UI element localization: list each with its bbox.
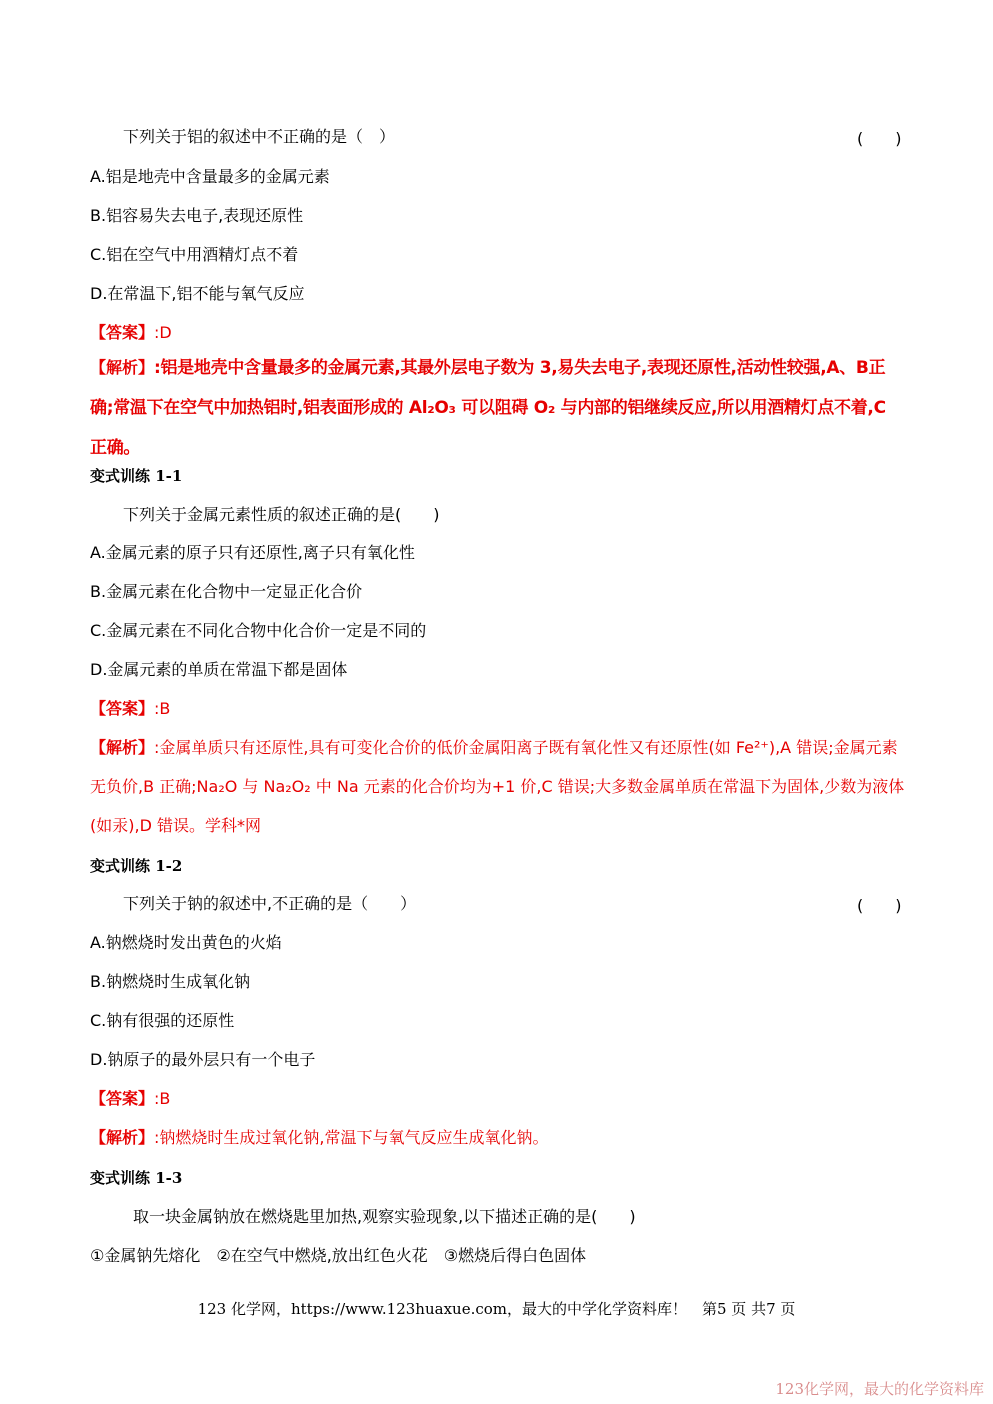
ex1-heading: 变式训练 1-1 <box>90 467 183 485</box>
q1-option-a: A.铝是地壳中含量最多的金属元素 <box>90 167 330 186</box>
ex2-option-a: A.钠燃烧时发出黄色的火焰 <box>90 933 282 952</box>
ex1-option-b: B.金属元素在化合物中一定显正化合价 <box>90 582 363 601</box>
analysis-text: :铝是地壳中含量最多的金属元素,其最外层电子数为 3,易失去电子,表现还原性,活动性较强,A、B正确;常温下在空气中加热铝时,铝表面形成的 Al₂O₃ 可以阻碍 O₂ 与内部的铝继续反应,所以用酒精灯点不着,C 正确。 <box>90 358 886 458</box>
ex2-heading: 变式训练 1-2 <box>90 857 183 875</box>
answer-value: :B <box>154 699 171 718</box>
q1-option-c: C.铝在空气中用酒精灯点不着 <box>90 245 299 264</box>
ex2-answer-paren: ( ) <box>857 896 902 915</box>
site-watermark: 123化学网，最大的化学资料库 <box>775 1380 984 1398</box>
answer-value: :B <box>154 1089 171 1108</box>
ex2-answer <box>90 1088 170 1110</box>
answer-value: :D <box>154 323 172 342</box>
ex2-option-c: C.钠有很强的还原性 <box>90 1011 235 1030</box>
ex1-option-c: C.金属元素在不同化合物中化合价一定是不同的 <box>90 621 427 640</box>
ex2-option-b: B.钠燃烧时生成氧化钠 <box>90 972 251 991</box>
q1-option-d: D.在常温下,铝不能与氧气反应 <box>90 284 305 303</box>
analysis-label: 【解析】 <box>90 1128 155 1147</box>
ex2-analysis <box>90 1127 549 1149</box>
page-footer: 123 化学网，https://www.123huaxue.com，最大的中学化学资料库！ 第5 页 共7 页 <box>197 1300 796 1318</box>
ex1-option-a: A.金属元素的原子只有还原性,离子只有氧化性 <box>90 543 415 562</box>
ex2-option-d: D.钠原子的最外层只有一个电子 <box>90 1050 316 1069</box>
analysis-label: 【解析】 <box>90 738 155 757</box>
ex3-items: ①金属钠先熔化 ②在空气中燃烧,放出红色火花 ③燃烧后得白色固体 <box>90 1246 587 1265</box>
q1-answer <box>90 322 172 344</box>
ex1-analysis <box>90 728 908 845</box>
analysis-text: :钠燃烧时生成过氧化钠,常温下与氧气反应生成氧化钠。 <box>154 1128 549 1147</box>
q1-analysis <box>90 348 908 468</box>
answer-label: 【答案】 <box>90 323 155 342</box>
analysis-text: :金属单质只有还原性,具有可变化合价的低价金属阳离子既有氧化性又有还原性(如 Fe²⁺),A 错误;金属元素无负价,B 正确;Na₂O 与 Na₂O₂ 中 Na 元素的化合价均为+1 价,C 错误;大多数金属单质在常温下为固体,少数为液体(如汞),D 错误。学科*网 <box>90 738 905 835</box>
ex1-stem: 下列关于金属元素性质的叙述正确的是( ) <box>123 505 440 524</box>
answer-label: 【答案】 <box>90 699 155 718</box>
q1-option-b: B.铝容易失去电子,表现还原性 <box>90 206 304 225</box>
ex1-answer <box>90 698 170 720</box>
q1-stem: 下列关于铝的叙述中不正确的是（ ） <box>123 127 396 146</box>
ex3-stem: 取一块金属钠放在燃烧匙里加热,观察实验现象,以下描述正确的是( ) <box>133 1207 636 1226</box>
q1-answer-paren: ( ) <box>857 129 902 148</box>
analysis-label: 【解析】 <box>90 358 155 377</box>
ex2-stem: 下列关于钠的叙述中,不正确的是（ ） <box>123 894 417 913</box>
ex1-option-d: D.金属元素的单质在常温下都是固体 <box>90 660 348 679</box>
ex3-heading: 变式训练 1-3 <box>90 1169 183 1187</box>
answer-label: 【答案】 <box>90 1089 155 1108</box>
